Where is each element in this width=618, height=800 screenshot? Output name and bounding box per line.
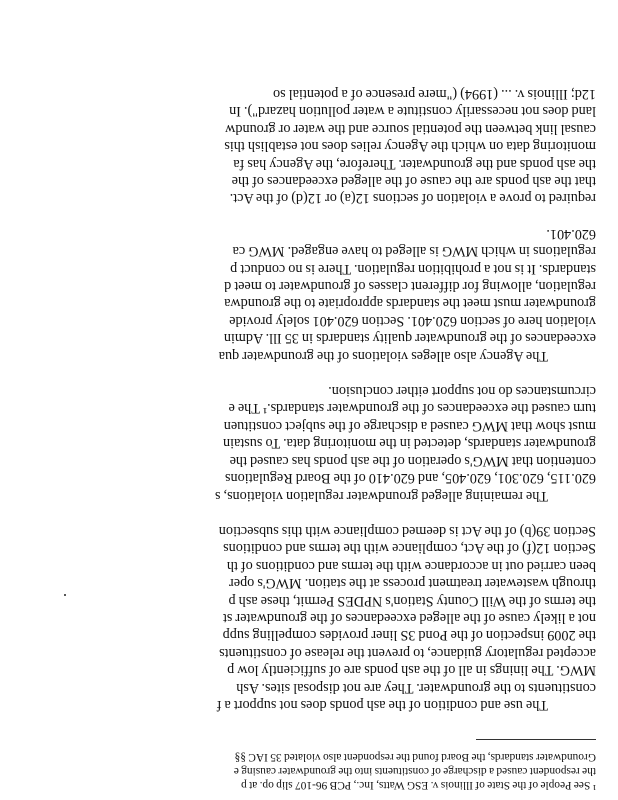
paragraph-line: 12d; Illinois v. ... (1994) ("mere presence of a potential so bbox=[273, 86, 596, 102]
paragraph-line: through wastewater treatment process at the station. MWG's oper bbox=[229, 575, 596, 592]
paragraph-line: monitoring data on which the Agency relies does not establish this bbox=[224, 138, 596, 155]
paragraph-remaining-violations bbox=[0, 382, 596, 504]
paragraph-line: exceedances of the groundwater quality standards in 35 Ill. Admin bbox=[223, 330, 596, 347]
paragraph-top-partial bbox=[0, 85, 596, 207]
paragraph-line: Section 39(b) of the Act is deemed compliance with this subsection bbox=[218, 522, 596, 539]
paragraph-line: the ash ponds and the groundwater. Therefore, the Agency has fa bbox=[233, 155, 596, 172]
paragraph-line: 620.115, 620.301, 620.405, and 620.410 of the Board Regulations bbox=[224, 470, 596, 487]
footnote bbox=[0, 750, 596, 792]
paragraph-line: standards. It is not a prohibition regulation. There is no conduct p bbox=[230, 260, 596, 277]
paragraph-line: Section 12(f) of the Act, compliance with the terms and conditions bbox=[223, 540, 596, 557]
paragraph-line: must show that MWG caused a discharge of the subject constituen bbox=[223, 417, 596, 434]
footnote-line: the respondent caused a discharge of constituents into the groundwater causing e bbox=[233, 765, 596, 777]
text-column bbox=[0, 67, 596, 792]
paragraph-line: land does not necessarily constitute a water pollution hazard"). In bbox=[229, 103, 596, 120]
paragraph-line: accepted regulatory guidance, to prevent the release of constituents bbox=[219, 644, 596, 661]
paragraph-line: that the ash ponds are the cause of the alleged exceedances of the bbox=[231, 173, 596, 190]
paragraph-line: required to prove a violation of sections 12(a) or 12(d) of the Act. bbox=[229, 190, 596, 207]
paragraph-line: groundwater must meet the standards appropriate to the groundwa bbox=[224, 295, 596, 312]
paragraph-line: regulation, allowing for different classes of groundwater to meet d bbox=[224, 278, 596, 295]
paragraph-line: constituents to the groundwater. They are not disposal sites. Ash bbox=[236, 679, 596, 696]
paragraph-line: 620.401. bbox=[546, 225, 596, 242]
paragraph-line: the terms of the Will County Station's NPDES Permit, these ash p bbox=[228, 592, 596, 609]
paragraph-line: The use and condition of the ash ponds does not support a f bbox=[216, 697, 548, 713]
paragraph-line: regulations in which MWG is alleged to have engaged. MWG ca bbox=[232, 243, 596, 260]
paragraph-line: causal link between the potential source and the water or groundw bbox=[225, 120, 596, 137]
scan-speck bbox=[64, 594, 66, 596]
paragraph-line: not a likely cause of the alleged exceedances of the groundwater st bbox=[222, 609, 596, 626]
paragraph-line: circumstances do not support either conclusion. bbox=[328, 383, 596, 400]
footnote-line: Groundwater standards, the Board found the respondent also violated 35 IAC §§ bbox=[234, 751, 596, 763]
paragraph-line: the 2009 inspection of the Pond 3S liner provides compelling supp bbox=[222, 627, 596, 644]
paragraph-line: The remaining alleged groundwater regulation violations, s bbox=[214, 487, 548, 504]
paragraph-line: been carried out in accordance with the terms and conditions of th bbox=[226, 557, 596, 574]
paragraph-line: groundwater standards, detected in the monitoring data. To sustain bbox=[223, 435, 596, 452]
paragraph-line: turn caused the exceedances of the groundwater standards.¹ The e bbox=[228, 400, 596, 417]
footnote-divider bbox=[476, 739, 596, 740]
paragraph-line: violation here of section 620.401. Section 620.401 solely provide bbox=[229, 312, 596, 329]
paragraph-line: MWG. The linings in all of the ash ponds are of sufficiently low p bbox=[227, 662, 596, 679]
footnote-line: ¹ See People of the State of Illinois v. ESG Watts, Inc., PCB 96-107 slip op. at p bbox=[241, 779, 596, 791]
paragraph-ash-ponds bbox=[0, 522, 596, 713]
paragraph-agency-alleges bbox=[0, 224, 596, 363]
paragraph-line: contention that MWG's operation of the ash ponds has caused the bbox=[229, 452, 596, 469]
paragraph-line: The Agency also alleges violations of the groundwater qua bbox=[218, 347, 548, 364]
